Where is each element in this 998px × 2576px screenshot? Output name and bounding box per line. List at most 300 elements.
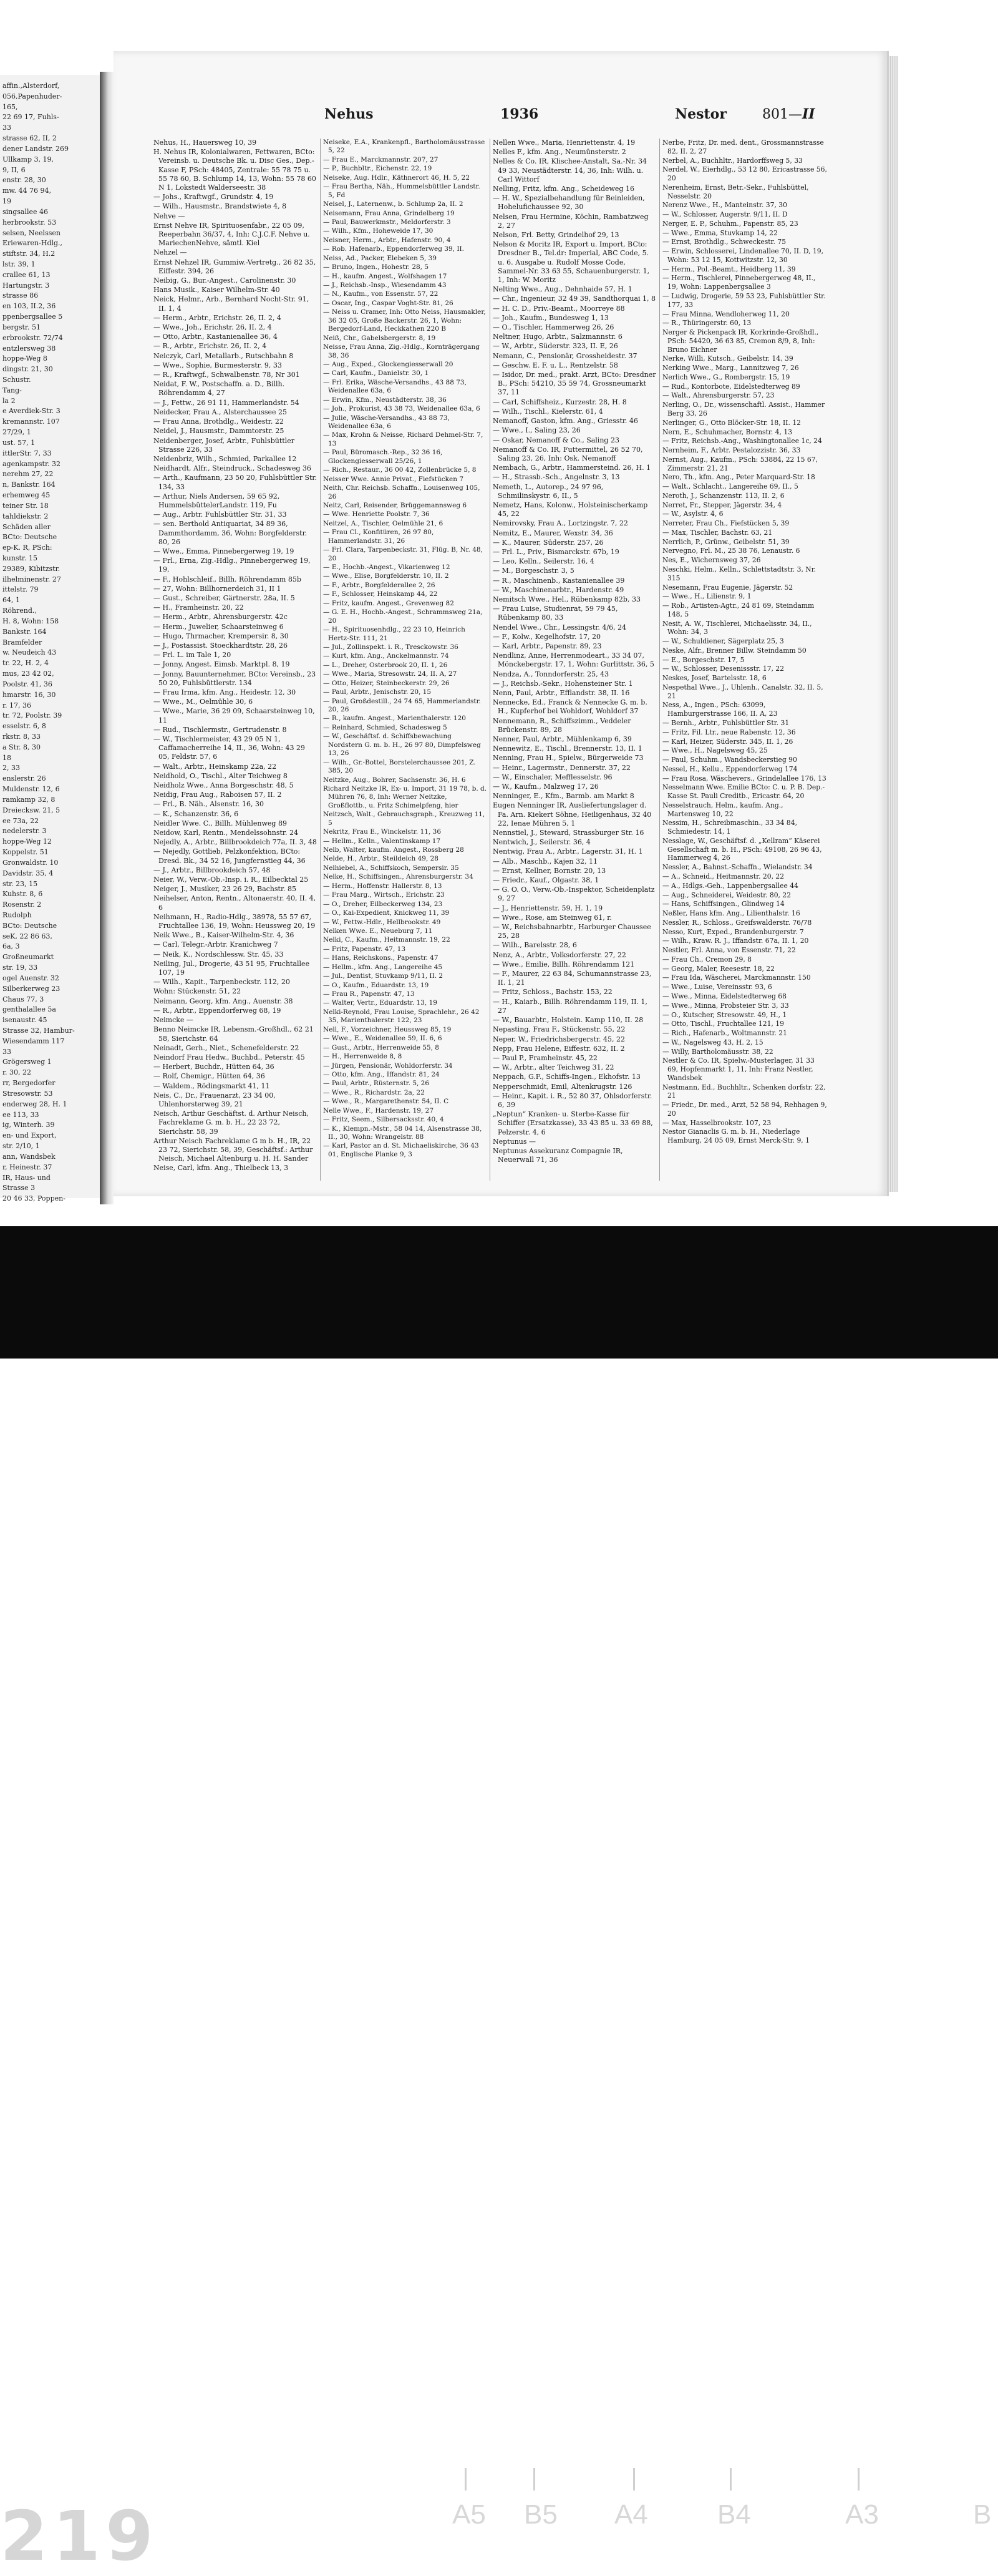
directory-entry: — Oscar, Ing., Caspar Voght-Str. 81, 26: [323, 299, 453, 307]
left-page-line: entzlersweg 38: [2, 344, 56, 353]
left-page-line: strasse 62, II, 2: [2, 134, 57, 143]
page-number: 801—II: [762, 106, 815, 122]
left-page-line: Gronwaldstr. 10: [2, 858, 59, 867]
left-page-line: isenaustr. 45: [2, 1016, 47, 1025]
directory-entry: — R., Thüringerstr. 60, 13: [662, 319, 752, 328]
directory-entry: — Jul., Zollinspekt. i. R., Tresckowstr. 36: [323, 643, 458, 651]
left-page-line: w. Neudeich 43: [2, 648, 57, 657]
ruler-label: B4: [717, 2499, 751, 2530]
directory-entry: Nestor Gianaclis G. m. b. H., Niederlage Hamburg, 24 05 09, Ernst Merck-Str. 9, 1: [662, 1128, 810, 1145]
left-page-line: Grögersweg 1: [2, 1058, 52, 1066]
directory-entry: Neppach, G.F., Schiffs-Ingen., Ekhofstr. 13: [493, 1073, 641, 1081]
left-page-line: enstr. 28, 30: [2, 176, 46, 185]
directory-entry: — Frl. Erika, Wäsche-Versandhs., 43 88 73, Weidenallee 63a, 6: [323, 378, 467, 395]
directory-page: [114, 51, 889, 1196]
left-page-line: tr. 72, Poolstr. 39: [2, 711, 62, 720]
directory-entry: — Wwe., Joh., Erichstr. 26, II. 2, 4: [153, 323, 272, 332]
left-page-line: BCto: Deutsche: [2, 921, 57, 930]
left-page-line: Großneumarkt: [2, 953, 54, 962]
directory-entry: — Wwe., R., Margarethenstr. 54, II. C: [323, 1098, 449, 1106]
directory-entry: Nelb, Walter, kaufm. Angest., Rossberg 28: [323, 846, 464, 854]
left-page-line: 33: [2, 1047, 11, 1056]
directory-entry: Neidat, F. W., Postschaffn. a. D., Billh. Röhrendamm 4, 27: [153, 380, 285, 398]
directory-entry: — Frau Luise, Studienrat, 59 79 45, Rübenkamp 80, 33: [493, 605, 618, 622]
directory-entry: Nesslage, W., Geschäftsf. d. „Kellram“ Käserei Gesellschaft m. b. H., PSch: 49108, 26 96 43, Hammerweg 4, 26: [662, 836, 822, 862]
directory-entry: — O., Kutscher, Stresowstr. 49, H., 1: [662, 1010, 787, 1019]
directory-entry: — H., Herrenweide 8, 8: [323, 1053, 402, 1061]
directory-entry: Neskes, Josef, Bartelsstr. 18, 6: [662, 674, 767, 683]
directory-entry: — Rich., Hafenarb., Woltmannstr. 21: [662, 1029, 787, 1038]
directory-entry: — W., Schuldiener, Sägerplatz 25, 3: [662, 637, 784, 646]
left-page-line: agenkampstr. 32: [2, 459, 61, 468]
directory-entry: Nellen Wwe., Maria, Henriettenstr. 4, 19: [493, 139, 636, 147]
directory-entry: — Arthur, Niels Andersen, 59 65 92, HummelsbüttelerLandstr. 119, Fu: [153, 492, 280, 509]
left-page-line: Strasse 3: [2, 1184, 36, 1193]
left-page-line: mw. 44 76 94,: [2, 187, 52, 195]
directory-entry: Nemann, C., Pensionär, Grossheidestr. 37: [493, 351, 637, 360]
directory-entry: — Bruno, Ingen., Hohestr. 28, 5: [323, 263, 429, 271]
directory-entry: — F., Maurer, 22 63 84, Schumannstrasse 23, II. 1, 21: [493, 970, 652, 987]
directory-entry: Nejedly, A., Arbtr., Billbrookdeich 77a, II. 3, 48: [153, 838, 317, 847]
left-page-line: erhemweg 45: [2, 491, 51, 500]
directory-entry: Nemirovsky, Frau A., Lortzingstr. 7, 22: [493, 519, 628, 528]
left-page-line: 29389, Kibitzstr.: [2, 564, 61, 573]
directory-entry: — Herm., Tischlerei, Pinnebergerweg 48, II., 19, Wohn: Lappenbergsallee 3: [662, 274, 816, 291]
directory-entry: Nerger, E. P., Schuhm., Papenstr. 85, 23: [662, 219, 798, 228]
left-page-line: Eriewaren-Hdlg.,: [2, 239, 63, 248]
directory-entry: Neiß, Chr., Gabelsbergerstr. 8, 19: [323, 334, 436, 342]
left-page-line: ig, Winterh. 39: [2, 1121, 55, 1129]
ruler-label: B: [973, 2499, 992, 2530]
directory-entry: Nelles F., kfm. Ang., Neumünsterstr. 2: [493, 148, 626, 157]
directory-entry: — Wilh., Tischl., Kielerstr. 61, 4: [493, 407, 603, 416]
directory-entry: Neibig, G., Bur.-Angest., Carolinenstr. 30: [153, 276, 296, 285]
directory-entry: Nendel Wwe., Chr., Lessingstr. 4/6, 24: [493, 623, 627, 632]
directory-entry: — K., Maurer, Süderstr. 257, 26: [493, 538, 604, 547]
directory-entry: — H., Kaiarb., Billh. Röhrendamm 119, II. 1, 27: [493, 997, 647, 1015]
directory-entry: — H. C. D., Priv.-Beamt., Moorreye 88: [493, 304, 625, 313]
directory-entry: — Leo, Kelln., Seilerstr. 16, 4: [493, 557, 594, 566]
left-page-line: Röhrend.,: [2, 607, 37, 615]
directory-entry: — Reinhard, Schmied, Schadesweg 5: [323, 723, 447, 731]
left-page-line: nedelerstr. 3: [2, 827, 47, 836]
directory-entry: — Kurt, kfm. Ang., Anckelmannstr. 74: [323, 652, 449, 660]
directory-entry: — Hans, Schiffsingen., Glindweg 14: [662, 900, 785, 909]
directory-entry: — R., Kraftwgf., Schwalbenstr. 78, Nr 301: [153, 371, 300, 379]
directory-entry: Nehve —: [153, 212, 185, 220]
directory-entry: — Herm., Arbtr., Erichstr. 26, II. 2, 4: [153, 313, 281, 322]
directory-entry: Neitz, Carl, Reisender, Brüggemannsweg 6: [323, 501, 467, 509]
left-page-line: crallee 61, 13: [2, 270, 51, 279]
left-page-line: 64, 1: [2, 596, 20, 605]
directory-entry: — Jürgen, Pensionär, Wohldorferstr. 34: [323, 1061, 453, 1070]
directory-entry: Nenn, Paul, Arbtr., Efflandstr. 38, II. 16: [493, 688, 630, 697]
directory-entry: — Herbert, Buchdr., Hütten 64, 36: [153, 1063, 274, 1071]
directory-entry: Nemitsch Wwe., Hel., Rübenkamp 82b, 33: [493, 595, 641, 603]
directory-entry: — Frl., Erna, Zig.-Hdlg., Pinnebergerweg 19, 19,: [153, 557, 311, 574]
directory-entry: Nepasting, Frau F., Stückenstr. 55, 22: [493, 1025, 626, 1034]
directory-entry: — Karl, Heizer, Süderstr. 345, II. 1, 26: [662, 737, 793, 746]
directory-entry: Nessler, R., Schloss., Greifswalderstr. 76/78: [662, 918, 812, 927]
directory-entry: — Frl. L., Priv., Bismarckstr. 67b, 19: [493, 547, 619, 556]
left-page-line: hoppe-Weg 12: [2, 837, 52, 846]
directory-entry: — Julie, Wäsche-Versandhs., 43 88 73, Weidenallee 63a, 6: [323, 414, 450, 430]
directory-entry: — Aug., Schneiderei, Weidestr. 80, 22: [662, 890, 792, 899]
directory-entry: — W., Kaufm., Malzweg 17, 26: [493, 783, 599, 791]
left-page-line: Chaus 77, 3: [2, 995, 44, 1003]
directory-entry: — Neiss u. Cramer, Inh: Otto Neiss, Hausmakler, 36 32 05, Große Backerstr. 26, 1, Wohn: Bergedorf-Land, Heckkathen 220 B: [323, 308, 486, 333]
left-page-line: e Averdiek-Str. 3: [2, 407, 61, 416]
directory-entry: Nehus, H., Hauersweg 10, 39: [153, 139, 257, 147]
directory-entry: Nessel, H., Kellu., Eppendorferweg 174: [662, 764, 798, 773]
directory-entry: — Frau Ch., Cremon 29, 8: [662, 955, 752, 964]
directory-entry: — Wwe., M., Oelmühle 30, 6: [153, 698, 253, 706]
directory-entry: — Waldem., Rödingsmarkt 41, 11: [153, 1081, 270, 1090]
directory-entry: Nepperschmidt, Emil, Altenkrugstr. 126: [493, 1082, 632, 1091]
directory-entry: Neimann, Georg, kfm. Ang., Auenstr. 38: [153, 997, 293, 1005]
directory-entry: Neitzsch, Walt., Gebrauchsgraph., Kreuzweg 11, 5: [323, 811, 485, 827]
ruler-tick: [533, 2468, 535, 2491]
directory-entry: — Aug., Arbtr. Fuhlsbüttler Str. 31, 33: [153, 510, 287, 519]
left-page-line: Schustr.: [2, 376, 31, 384]
directory-entry: Nenninger, E., Kfm., Barmb. am Markt 8: [493, 792, 634, 801]
directory-entry: Nerdel, W., Eierhdlg., 53 12 80, Ericastrasse 56, 20: [662, 165, 827, 183]
directory-entry: — Wwe., Minna, Eidelstedterweg 68: [662, 992, 787, 1000]
directory-entry: Eugen Nenninger IR, Ausliefertungslager d. Fa. Arn. Kiekert Söhne, Heiligenhaus, 32 40 22, Ienae Mühren 5, 1: [493, 801, 652, 827]
directory-entry: Nelhiebel, A., Schiffskoch, Sempersir. 35: [323, 864, 459, 872]
directory-entry: — Wwe., I., Saling 23, 26: [493, 426, 581, 435]
directory-entry: Nervegno, Frl. M., 25 38 76, Lenaustr. 6: [662, 547, 800, 555]
color-scale-ruler: [0, 1226, 998, 2576]
directory-entry: — Hans, Reichskons., Papenstr. 47: [323, 954, 438, 962]
directory-entry: — W., Reichsbahnarbtr., Harburger Chaussee 25, 28: [493, 923, 651, 940]
directory-entry: — W., Geschäftsf. d. Schiffsbewachung Nordstern G. m. b. H., 26 97 80, Dimpfelsweg 13, 26: [323, 733, 481, 758]
directory-entry: — W., Fettw.-Hdlr., Hellbrookstr. 49: [323, 918, 441, 926]
directory-entry: — Hellm., kfm. Ang., Langereihe 45: [323, 963, 443, 971]
directory-entry: — Max, Tischler, Bachstr. 63, 21: [662, 528, 773, 537]
directory-entry: Neith, Chr. Reichsb. Schaffn., Louisenweg 105, 26: [323, 484, 480, 500]
left-page-line: ee 73a, 22: [2, 816, 39, 825]
directory-entry: — Otto, Arbtr., Kastanienallee 36, 4: [153, 333, 278, 341]
directory-entry: Neihmann, H., Radio-Hdlg., 38978, 55 57 67, Fruchtallee 136, 19, Wohn: Heussweg 20, 19: [153, 912, 316, 930]
left-page-line: bergstr. 51: [2, 323, 41, 331]
directory-entry: Nelson & Moritz IR, Export u. Import, BCto: Dresdner B., Tel.dr: Imperial, ABC Code, 5. u. 6. Ausgabe u. Rudolf Mosse Code, Sammel-Nr. 33 63 55, Schauenburgerstr. 1, 1, Inh: W. Moritz: [493, 240, 650, 285]
left-page-line: Dreiecksw. 21, 5: [2, 806, 61, 814]
directory-entry: Nerbel, A., Buchhltr., Hardorffsweg 5, 33: [662, 156, 803, 165]
directory-entry: — Frau E., Marckmannstr. 207, 27: [323, 155, 438, 163]
directory-entry: — Heinr., Lagermstr., Dennerstr. 37, 22: [493, 763, 631, 772]
directory-entry: — Fritz, Seem., Silbersacksstr. 40, 4: [323, 1116, 444, 1124]
directory-entry: Neisse, Frau Anna, Zig.-Hdlg., Kornträgergang 38, 36: [323, 343, 480, 359]
directory-entry: — Wwe., Marie, 36 29 09, Schaarsteinweg 10, 11: [153, 707, 315, 724]
page-header: [145, 106, 818, 131]
directory-entry: Nes, E., Wichernsweg 37, 26: [662, 556, 761, 565]
left-page-line: Muldenstr. 12, 6: [2, 785, 60, 794]
left-page-line: Hartungstr. 3: [2, 281, 50, 290]
left-page-line: ann, Wandsbek: [2, 1152, 56, 1161]
directory-entry: — O., Dreher, Eilbeckerweg 134, 23: [323, 900, 443, 908]
directory-entry: Neisch, Arthur Geschäftst. d. Arthur Neisch, Fachreklame G. m. b. H., 22 23 72, Sierichstr. 58, 39: [153, 1110, 309, 1136]
directory-entry: Ernst Nehve IR, Spirituosenfabr., 22 05 09, Reeperbahn 36/37, 4, Inh: C.J.C.F. Nehve u. MariechenNehve, sämtl. Kiel: [153, 221, 310, 248]
directory-entry: — W., Schlosser, Desenissstr. 17, 22: [662, 665, 785, 673]
directory-entry: Nernheim, F., Arbtr. Pestalozzistr. 36, 33: [662, 446, 801, 455]
directory-entry: — Otto, kfm. Ang., Iffandstr. 81, 24: [323, 1070, 440, 1078]
directory-entry: — H. W., Spezialbehandlung für Beinleiden, Hohelufichaussee 92, 30: [493, 194, 645, 212]
directory-entry: — Paul, Büromasch.-Rep., 32 36 16, Glockengiesserwall 25/26, 1: [323, 449, 443, 465]
directory-entry: Neihelser, Anton, Rentn., Altonaerstr. 40, II. 4, 6: [153, 894, 316, 912]
directory-entry: Neinadt, Gerh., Niet., Schenefelderstr. 22: [153, 1043, 299, 1052]
directory-entry: — J., Henriettenstr. 59, H. 1, 19: [493, 904, 603, 912]
directory-entry: — Max, Hasselbrookstr. 107, 23: [662, 1118, 772, 1127]
directory-entry: — W., Nagelsweg 43, H. 2, 15: [662, 1038, 763, 1046]
directory-entry: Hans Musik., Kaiser Wilhelm-Str. 40: [153, 286, 280, 295]
directory-column: [660, 139, 830, 1181]
left-page-line: ittlerStr. 7, 33: [2, 449, 52, 457]
directory-entry: — Wwe., Luise, Vereinsstr. 93, 6: [662, 983, 772, 992]
directory-entry: — Wwe., Emilie, Billh. Röhrendamm 121: [493, 960, 635, 968]
left-page-line: dingstr. 21, 30: [2, 365, 53, 374]
directory-entry: — Carl, Kaufm., Danielstr. 30, 1: [323, 369, 429, 378]
directory-entry: — Wilh., Kraw. R. J., Iffandstr. 67a, II. 1, 20: [662, 937, 809, 945]
left-page-line: a Str. 8, 30: [2, 743, 41, 751]
directory-entry: — W., Maschinenarbtr., Hardenstr. 49: [493, 585, 624, 594]
directory-entry: — K., Klempn.-Mstr., 58 04 14, Alsenstrasse 38, II., 30, Wohn: Wrangelstr. 88: [323, 1125, 482, 1141]
left-page-line: Kuhstr. 8, 6: [2, 890, 43, 899]
directory-entry: Neidhold, O., Tischl., Alter Teichweg 8: [153, 771, 288, 780]
directory-entry: Neisel, J., Laternenw., b. Schlump 2a, II. 2: [323, 200, 463, 208]
directory-entry: Nemitz, E., Maurer, Wexstr. 34, 36: [493, 529, 613, 537]
directory-entry: — G. O. O., Verw.-Ob.-Inspektor, Scheidenplatz 9, 27: [493, 886, 655, 903]
left-page-line: en 103, II.2, 36: [2, 302, 56, 311]
ruler-tick: [465, 2468, 467, 2491]
directory-entry: — 27, Wohn: Billhornerdeich 31, II 1: [153, 584, 281, 593]
directory-entry: — R., Arbtr., Erichstr. 26, II. 2, 4: [153, 342, 267, 351]
directory-entry: — J., Arbtr., Billbrookdeich 57, 48: [153, 866, 271, 874]
left-page-line: herbrookstr. 53: [2, 218, 57, 227]
directory-entry: Nemeth, L., Autorep., 24 97 96, Schmilinskystr. 6, II., 5: [493, 482, 604, 500]
directory-entry: — R., Arbtr., Eppendorferweg 68, 19: [153, 1006, 281, 1015]
directory-entry: Nerling, O., Dr., wissenschaftl. Assist., Hammer Berg 33, 26: [662, 401, 825, 417]
directory-entry: — Chr., Ingenieur, 32 49 39, Sandthorquai 1, 8: [493, 295, 656, 303]
header-right-term: Nestor: [675, 106, 727, 122]
left-page-line: selsen, Neelssen: [2, 228, 61, 237]
directory-entry: — Frau Irma, kfm. Ang., Heidestr. 12, 30: [153, 688, 296, 696]
left-page-line: lstr. 39, 1: [2, 260, 36, 268]
directory-entry: — Rob., Artisten-Agtr., 24 81 69, Steindamm 148, 5: [662, 602, 815, 618]
directory-entry: — Frl. Clara, Tarpenbeckstr. 31, Flüg. B, Nr. 48, 20: [323, 546, 483, 562]
directory-column: [490, 139, 660, 1181]
directory-entry: Neisemann, Frau Anna, Grindelberg 19: [323, 209, 455, 217]
directory-entry: — Wwe., Rose, am Steinweg 61, r.: [493, 913, 612, 922]
directory-entry: — Carl, Schiffsheiz., Kurzestr. 28, H. 8: [493, 398, 627, 406]
left-page-line: kremannstr. 107: [2, 417, 60, 426]
left-page-line: 056,Papenhuder-: [2, 92, 62, 100]
directory-entry: — Wilh., Kapit., Tarpenbeckstr. 112, 20: [153, 978, 290, 987]
directory-column: [151, 139, 321, 1181]
directory-entry: — Geschw. E. F. u. L., Rentzelstr. 58: [493, 361, 618, 369]
directory-entry: Nesso, Kurt, Exped., Brandenburgerstr. 7: [662, 927, 804, 936]
directory-entry: Nenning, Frau H., Spielw., Bürgerweide 73: [493, 754, 644, 763]
directory-entry: — Wwe., Elise, Borgfelderstr. 10, II. 2: [323, 572, 449, 580]
directory-entry: Nerlinger, G., Otto Blöcker-Str. 18, II. 12: [662, 418, 802, 427]
left-page-line: Bankstr. 164: [2, 627, 47, 636]
left-page-line: Wiesendamm 117: [2, 1037, 65, 1045]
directory-entry: Nelles & Co. IR, Klischee-Anstalt, Sa.-Nr. 34 49 33, Neustädterstr. 14, 36, Inh: Wilh. u. Carl Wittorf: [493, 157, 647, 183]
left-page-line: Strasse 32, Hambur-: [2, 1027, 75, 1035]
directory-entry: — J., Reichsb.-Sekr., Hohensteiner Str. 1: [493, 679, 633, 688]
left-page-line: en- und Export,: [2, 1131, 57, 1140]
directory-entry: — F., Hohlschleif., Billh. Röhrendamm 85b: [153, 575, 301, 583]
directory-entry: Nemanoff, Gaston, kfm. Ang., Griesstr. 46: [493, 417, 638, 426]
directory-entry: — Jonny, Angest. Eimsb. Marktpl. 8, 19: [153, 660, 290, 669]
left-page-line: tahldiekstr. 2: [2, 512, 49, 520]
left-page-line: Poolstr. 41, 36: [2, 680, 52, 688]
left-page-line: IR, Haus- und: [2, 1173, 51, 1182]
directory-entry: — Oskar, Nemanoff & Co., Saling 23: [493, 436, 619, 444]
directory-entry: — N., Kaufm., von Essenstr. 57, 22: [323, 290, 438, 298]
directory-entry: — J., Fettw., 26 91 11, Hammerlandstr. 54: [153, 398, 299, 407]
directory-entry: Nerbe, Fritz, Dr. med. dent., Grossmannstrasse 82, II. 2, 27: [662, 139, 824, 155]
directory-entry: Nelling, Fritz, kfm. Ang., Scheideweg 16: [493, 185, 634, 193]
left-page-line: ee 113, 33: [2, 1110, 39, 1119]
directory-entry: — Wilh., Hausmstr., Brandstwiete 4, 8: [153, 202, 287, 211]
directory-entry: — Arth., Kaufmann, 23 50 20, Fuhlsbüttler Str. 134, 33: [153, 474, 317, 491]
directory-entry: Nerke, Willi, Kutsch., Geibelstr. 14, 39: [662, 354, 793, 363]
ruler-tick: [730, 2468, 732, 2491]
directory-entry: — Paul P., Framheinstr. 45, 22: [493, 1053, 598, 1062]
directory-entry: — Wwe., H., Nagelsweg 45, 25: [662, 746, 768, 755]
directory-entry: — Wwe., Sophie, Burmesterstr. 9, 33: [153, 361, 282, 369]
directory-entry: — Frau Anna, Brothdlg., Weidestr. 22: [153, 417, 284, 426]
directory-entry: — F., Schlosser, Heinskamp 44, 22: [323, 590, 438, 598]
directory-entry: Neidenberger, Josef, Arbtr., Fuhlsbüttler Strasse 226, 33: [153, 436, 294, 454]
left-page-line: ilhelminenstr. 27: [2, 575, 61, 583]
directory-entry: — W., Schlosser, Augerstr. 9/11, II. D: [662, 210, 788, 219]
directory-entry: — Friedr., Kauf., Olgastr. 38, 1: [493, 876, 599, 885]
directory-entry: — Paul, Großdestill., 24 74 65, Hammerlandstr. 20, 26: [323, 697, 481, 713]
directory-entry: — H., Framheinstr. 20, 22: [153, 603, 244, 612]
directory-entry: — Wwe., E., Weidenallee 59, II. 6, 6: [323, 1035, 442, 1043]
directory-entry: Neisser Wwe. Annie Privat., Fiefstücken 7: [323, 475, 464, 483]
directory-entry: Neske, Alfr., Brenner Billw. Steindamm 50: [662, 646, 807, 655]
directory-entry: — E., Hochb.-Angest., Vikarienweg 12: [323, 564, 450, 571]
left-page-line: ittelstr. 79: [2, 585, 39, 594]
directory-entry: Nelde, H., Arbtr., Steildeich 49, 28: [323, 855, 438, 863]
directory-entry: Neschki, Helm., Kelln., Schlettstadtstr. 3, Nr. 315: [662, 565, 816, 582]
directory-entry: — Joh., Prokurist, 43 38 73, Weidenallee 63a, 6: [323, 405, 480, 413]
directory-entry: — M., Borgeschstr. 3, 5: [493, 567, 574, 575]
directory-entry: H. Nehus IR, Kolonialwaren, Fettwaren, BCto: Vereinsb. u. Deutsche Bk. u. Disc Ges., Dep.-Kasse F, PSch: 48405, Zentrale: 55 78 75 u. 55 78 60, B. Schlump 14, 13, Wohn: 55 78 60 N 1, Lokstedt Walderseestr. 38: [153, 148, 316, 192]
left-page-line: hmarstr. 16, 30: [2, 690, 56, 699]
directory-entry: Neidhardt, Alfr., Steindruck., Schadesweg 36: [153, 464, 311, 473]
directory-entry: — Frau R., Papenstr. 47, 13: [323, 990, 415, 998]
directory-entry: Neisner, Herm., Arbtr., Hafenstr. 90, 4: [323, 236, 451, 244]
directory-entry: — Walt., Ahrensburgerstr. 57, 23: [662, 391, 775, 400]
directory-entry: Nesemann, Frau Eugenie, Jägerstr. 52: [662, 583, 793, 592]
header-left-term: Nehus: [324, 106, 374, 122]
directory-entry: Nentwig, Frau A., Arbtr., Lagerstr. 31, H. 1: [493, 847, 643, 856]
directory-entry: — Max, Krohn & Neisse, Richard Dehmel-Str. 7, 13: [323, 431, 483, 447]
directory-entry: Nenner, Paul, Arbtr., Mühlenkamp 6, 39: [493, 735, 632, 743]
directory-entry: — W., Bauarbtr., Holstein. Kamp 110, II. 28: [493, 1016, 644, 1025]
left-page-line: Schäden aller: [2, 522, 51, 531]
left-page-line: r. 17, 36: [2, 701, 32, 710]
directory-entry: — Hellm., Kelln., Valentinskamp 17: [323, 837, 441, 845]
ruler-label: A5: [452, 2499, 486, 2530]
directory-entry: — Ludwig, Drogerie, 59 53 23, Fuhlsbüttler Str. 177, 33: [662, 292, 826, 309]
left-page-line: nerehm 27, 22: [2, 470, 54, 479]
directory-entry: Nemanoff & Co. IR, Futtermittel, 26 52 70, Saling 23, 26, Inh: Osk. Nemanoff: [493, 445, 643, 462]
directory-entry: Nestmann, Ed., Buchhltr., Schenken dorfstr. 22, 21: [662, 1083, 826, 1100]
directory-entry: — O., Kaufm., Eduardstr. 13, 19: [323, 981, 429, 989]
left-page-line: tr. 22, H. 2, 4: [2, 659, 49, 668]
directory-entry: Neiger, J., Musiker, 23 26 29, Bachstr. 85: [153, 885, 296, 894]
directory-entry: — Aug., Exped., Glockengiesserwall 20: [323, 360, 453, 368]
directory-entry: — Rud., Kontorbote, Eidelstedterweg 89: [662, 382, 800, 391]
directory-entry: — R., kaufm. Angest., Marienthalerstr. 120: [323, 715, 466, 723]
directory-entry: Nelki, C., Kaufm., Heitmannstr. 19, 22: [323, 936, 450, 944]
directory-entry: — Fritz, Papenstr. 47, 13: [323, 945, 406, 953]
directory-entry: Neidow, Karl, Rentn., Mendelssohnstr. 24: [153, 829, 298, 837]
directory-entry: Neise, Carl, kfm. Ang., Thielbeck 13, 3: [153, 1164, 289, 1173]
directory-entry: Arthur Neisch Fachreklame G m b. H., IR, 22 23 72, Sierichstr. 58, 39, Geschäftsf.: Arthur Neisch, Michael Altenburg u. H. H. Sander: [153, 1136, 313, 1163]
directory-entry: Neptunus —: [493, 1137, 536, 1146]
ruler-tick: [633, 2468, 635, 2491]
directory-entry: Nennecke, Ed., Franck & Nennecke G. m. b. H., Kupferhof bei Wohldorf, Wohldorf 37: [493, 698, 647, 716]
directory-entry: Nerret, Fr., Stepper, Jägerstr. 34, 4: [662, 500, 782, 509]
directory-entry: — Ernst, Brothdlg., Schweckestr. 75: [662, 238, 787, 246]
directory-entry: Nemetz, Hans, Kolonw., Holsteinischerkamp 45, 22: [493, 500, 648, 519]
directory-entry: Neptunus Assekuranz Compagnie IR, Neuerwall 71, 36: [493, 1146, 623, 1164]
left-page-line: ust. 57, 1: [2, 438, 36, 447]
left-page-line: 9, II, 6: [2, 165, 26, 174]
left-page-line: 19: [2, 197, 11, 206]
directory-entry: Nerlich Wwe., G., Rombergstr. 15, 19: [662, 373, 790, 381]
directory-entry: Neier, W., Verw.-Ob.-Insp. i. R., Eilbecktal 25: [153, 876, 309, 884]
directory-entry: — Karl, Pastor an d. St. Michaeliskirche, 36 43 01, Englische Planke 9, 3: [323, 1142, 479, 1158]
book-spine: [100, 72, 114, 1204]
directory-entry: — Wilh., Gr.-Bottel, Borstelerchaussee 201, Z. 385, 20: [323, 758, 476, 775]
left-page-line: kunstr. 15: [2, 554, 37, 562]
directory-entry: — Fritz, kaufm. Angest., Grevenweg 82: [323, 599, 454, 607]
left-page-line: enslerstr. 26: [2, 774, 46, 783]
left-page: [0, 75, 100, 1203]
left-page-line: ramkamp 32, 8: [2, 795, 56, 804]
left-page-line: H. 8, Wohn: 158: [2, 617, 59, 625]
directory-entry: — Johs., Kraftwgf., Grundstr. 4, 19: [153, 193, 274, 202]
directory-entry: — Paul, Arbtr., Jenischstr. 20, 15: [323, 688, 432, 696]
directory-entry: — Frau Cl., Konfitüren, 26 97 80, Hammerlandstr. 31, 26: [323, 529, 434, 545]
left-page-line: 18: [2, 753, 11, 762]
directory-entry: Neitzke, Aug., Bohrer, Sachsenstr. 36, H. 6: [323, 776, 466, 784]
left-page-line: 33: [2, 124, 11, 132]
directory-entry: Neimcke —: [153, 1016, 193, 1025]
directory-entry: Neidenbriz, Wilh., Schmied, Parkallee 12: [153, 454, 297, 463]
left-page-line: Koppelstr. 51: [2, 848, 49, 857]
left-page-line: r. 30, 22: [2, 1068, 32, 1077]
directory-entry: — Jonny, Bauunternehmer, BCto: Vereinsb., 23 50 20, Fuhlsbüttlerstr. 134: [153, 670, 316, 687]
directory-entry: Neick, Helmr., Arb., Bernhard Nocht-Str. 91, II. 1, 4: [153, 295, 309, 313]
directory-entry: Neltner, Hugo, Arbtr., Salzmannstr. 6: [493, 333, 623, 341]
directory-entry: — P., Buchbltr., Eichenstr. 22, 19: [323, 165, 432, 173]
directory-entry: — H., kaufm. Angest., Wolfshagen 17: [323, 272, 447, 280]
directory-entry: Nelki-Reynold, Frau Louise, Sprachlehr., 26 42 35, Marienthalerstr. 122, 23: [323, 1008, 480, 1025]
directory-entry: — Herm., Arbtr., Ahrensburgerstr. 42c: [153, 613, 288, 622]
directory-entry: — Jul., Dentist, Stuvkamp 9/11, II. 2: [323, 972, 443, 980]
directory-entry: Nesit, A. W., Tischlerei, Michaelisstr. 34, II., Wohn: 34, 3: [662, 619, 812, 637]
directory-entry: Nembach, G., Arbtr., Hammersteind. 26, H. 1: [493, 464, 651, 472]
directory-entry: — Wilh., Barelsstr. 28, 6: [493, 941, 577, 950]
